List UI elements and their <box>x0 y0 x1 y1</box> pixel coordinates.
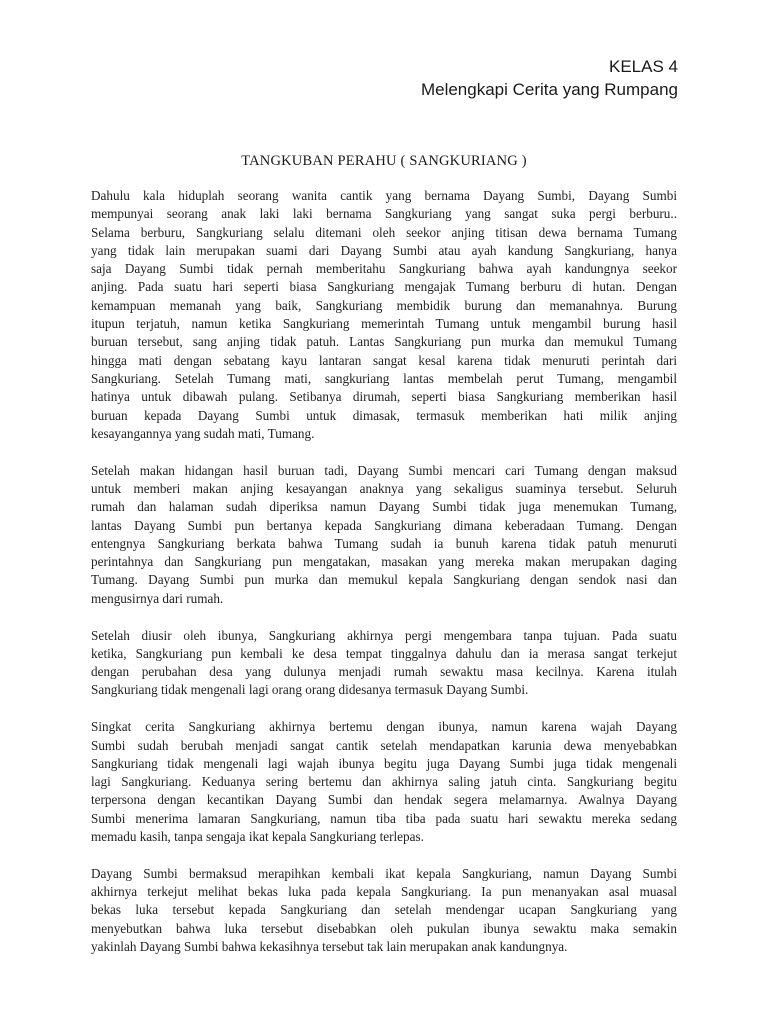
paragraph-line: buruan kepada Dayang Sumbi untuk dimasak, termasuk memberikan hati milik anjing <box>91 407 677 423</box>
paragraph-line: Tumang. Dayang Sumbi pun murka dan memukul kepala Sangkuriang dengan sendok nasi dan <box>91 572 677 588</box>
story-paragraph <box>91 865 677 956</box>
paragraph-line: dengan perubahan desa yang dulunya menjadi rumah sewaktu masa kecilnya. Karena itulah <box>91 664 677 680</box>
paragraph-line: kesayangannya yang sudah mati, Tumang. <box>91 425 315 441</box>
paragraph-line: itupun terjatuh, namun ketika Sangkuriang memerintah Tumang untuk mengambil burung hasil <box>91 316 677 332</box>
paragraph-line: Dahulu kala hiduplah seorang wanita cantik yang bernama Dayang Sumbi, Dayang Sumbi <box>91 188 677 203</box>
paragraph-line: Sangkuriang tidak mengenali lagi wajah ibunya begitu juga Dayang Sumbi juga tidak mengenali <box>91 755 677 771</box>
paragraph-line: yakinlah Dayang Sumbi bahwa kekasihnya tersebut tak lain merupakan anak kandungnya. <box>91 938 568 954</box>
paragraph-line: Selama berburu, Sangkuriang selalu ditemani oleh seekor anjing titisan dewa bernama Tumang <box>91 224 677 240</box>
story-paragraph <box>91 187 677 443</box>
paragraph-line: hatinya untuk dibawah pulang. Setibanya dirumah, seperti biasa Sangkuriang memberikan hasil <box>91 389 677 405</box>
paragraph-line: Dayang Sumbi bermaksud merapihkan kembali ikat kepala Sangkuriang, namun Dayang Sumbi <box>91 865 677 881</box>
story-paragraph <box>91 462 677 608</box>
paragraph-line: hingga mati dengan sebatang kayu lantaran sangat kesal karena tidak menuruti perintah dari <box>91 352 677 368</box>
paragraph-line: bekas luka tersebut kepada Sangkuriang dan setelah mendengar ucapan Sangkuriang yang <box>91 902 677 918</box>
worksheet-subtitle: Melengkapi Cerita yang Rumpang <box>420 80 678 99</box>
paragraph-line: saja Dayang Sumbi tidak pernah memberitahu Sangkuriang bahwa ayah kandungnya seekor <box>91 261 677 277</box>
paragraph-line: ketika, Sangkuriang pun kembali ke desa tempat tinggalnya dahulu dan ia merasa sangat terkejut <box>91 645 677 661</box>
paragraph-line: Sumbi sudah berubah menjadi sangat cantik setelah mendapatkan karunia dewa menyebabkan <box>91 737 677 753</box>
paragraph-line: buruan tersebut, sang anjing tidak patuh. Lantas Sangkuriang pun murka dan memukul Tumang <box>91 334 677 350</box>
paragraph-line: perintahnya dan Sangkuriang pun mengatakan, masakan yang mereka makan merupakan daging <box>91 554 677 570</box>
paragraph-line: anjing. Pada suatu hari seperti biasa Sangkuriang mengajak Tumang berburu di hutan. Dengan <box>91 279 677 295</box>
paragraph-line: Sumbi menerima lamaran Sangkuriang, namun tiba tiba pada suatu hari sewaktu mereka sedang <box>91 810 677 826</box>
paragraph-line: Setelah makan hidangan hasil buruan tadi, Dayang Sumbi mencari cari Tumang dengan maksud <box>91 462 677 478</box>
paragraph-line: mengusirnya dari rumah. <box>91 590 224 606</box>
paragraph-line: untuk memberi makan anjing kesayangan anaknya yang sekaligus suaminya tersebut. Seluruh <box>91 480 677 496</box>
page-header <box>421 56 678 102</box>
story-body <box>91 187 677 975</box>
paragraph-line: Setelah diusir oleh ibunya, Sangkuriang akhirnya pergi mengembara tanpa tujuan. Pada suatu <box>91 627 677 643</box>
paragraph-line: kemampuan memanah yang baik, Sangkuriang membidik burung dan memanahnya. Burung <box>91 297 677 313</box>
paragraph-line: mempunyai seorang anak laki laki bernama Sangkuriang yang sangat suka pergi berburu.. <box>91 206 677 222</box>
paragraph-line: menyebutkan bahwa luka tersebut disebabkan oleh pukulan ibunya sewaktu maka semakin <box>91 920 677 936</box>
story-paragraph <box>91 627 677 700</box>
paragraph-line: Singkat cerita Sangkuriang akhirnya bertemu dengan ibunya, namun karena wajah Dayang <box>91 719 677 735</box>
paragraph-line: memadu kasih, tanpa sengaja ikat kepala Sangkuriang terlepas. <box>91 829 424 844</box>
paragraph-line: lantas Dayang Sumbi pun bertanya kepada Sangkuriang dimana keberadaan Tumang. Dengan <box>91 517 677 533</box>
story-title: TANGKUBAN PERAHU ( SANGKURIANG ) <box>241 153 527 169</box>
paragraph-line: rumah dan halaman sudah diperiksa namun Dayang Sumbi tidak juga menemukan Tumang, <box>91 499 677 515</box>
paragraph-line: Sangkuriang tidak mengenali lagi orang orang didesanya termasuk Dayang Sumbi. <box>91 682 529 698</box>
paragraph-line: entengnya Sangkuriang berkata bahwa Tumang sudah ia bunuh karena tidak patuh menuruti <box>91 535 677 551</box>
paragraph-line: akhirnya terkejut melihat bekas luka pada kepala Sangkuriang. Ia pun menanyakan asal muasal <box>91 884 677 900</box>
paragraph-line: terpersona dengan kecantikan Dayang Sumbi dan hendak segera melamarnya. Awalnya Dayang <box>91 792 677 808</box>
paragraph-line: lagi Sangkuriang. Keduanya sering bertemu dan akhirnya saling jatuh cinta. Sangkuriang begitu <box>91 774 677 790</box>
story-paragraph <box>91 718 677 846</box>
paragraph-line: Sangkuriang. Setelah Tumang mati, sangkuriang lantas membelah perut Tumang, mengambil <box>91 370 677 386</box>
paragraph-line: yang tidak lain merupakan suami dari Dayang Sumbi atau ayah kandung Sangkuriang, hanya <box>91 242 677 258</box>
class-label: KELAS 4 <box>609 57 678 76</box>
